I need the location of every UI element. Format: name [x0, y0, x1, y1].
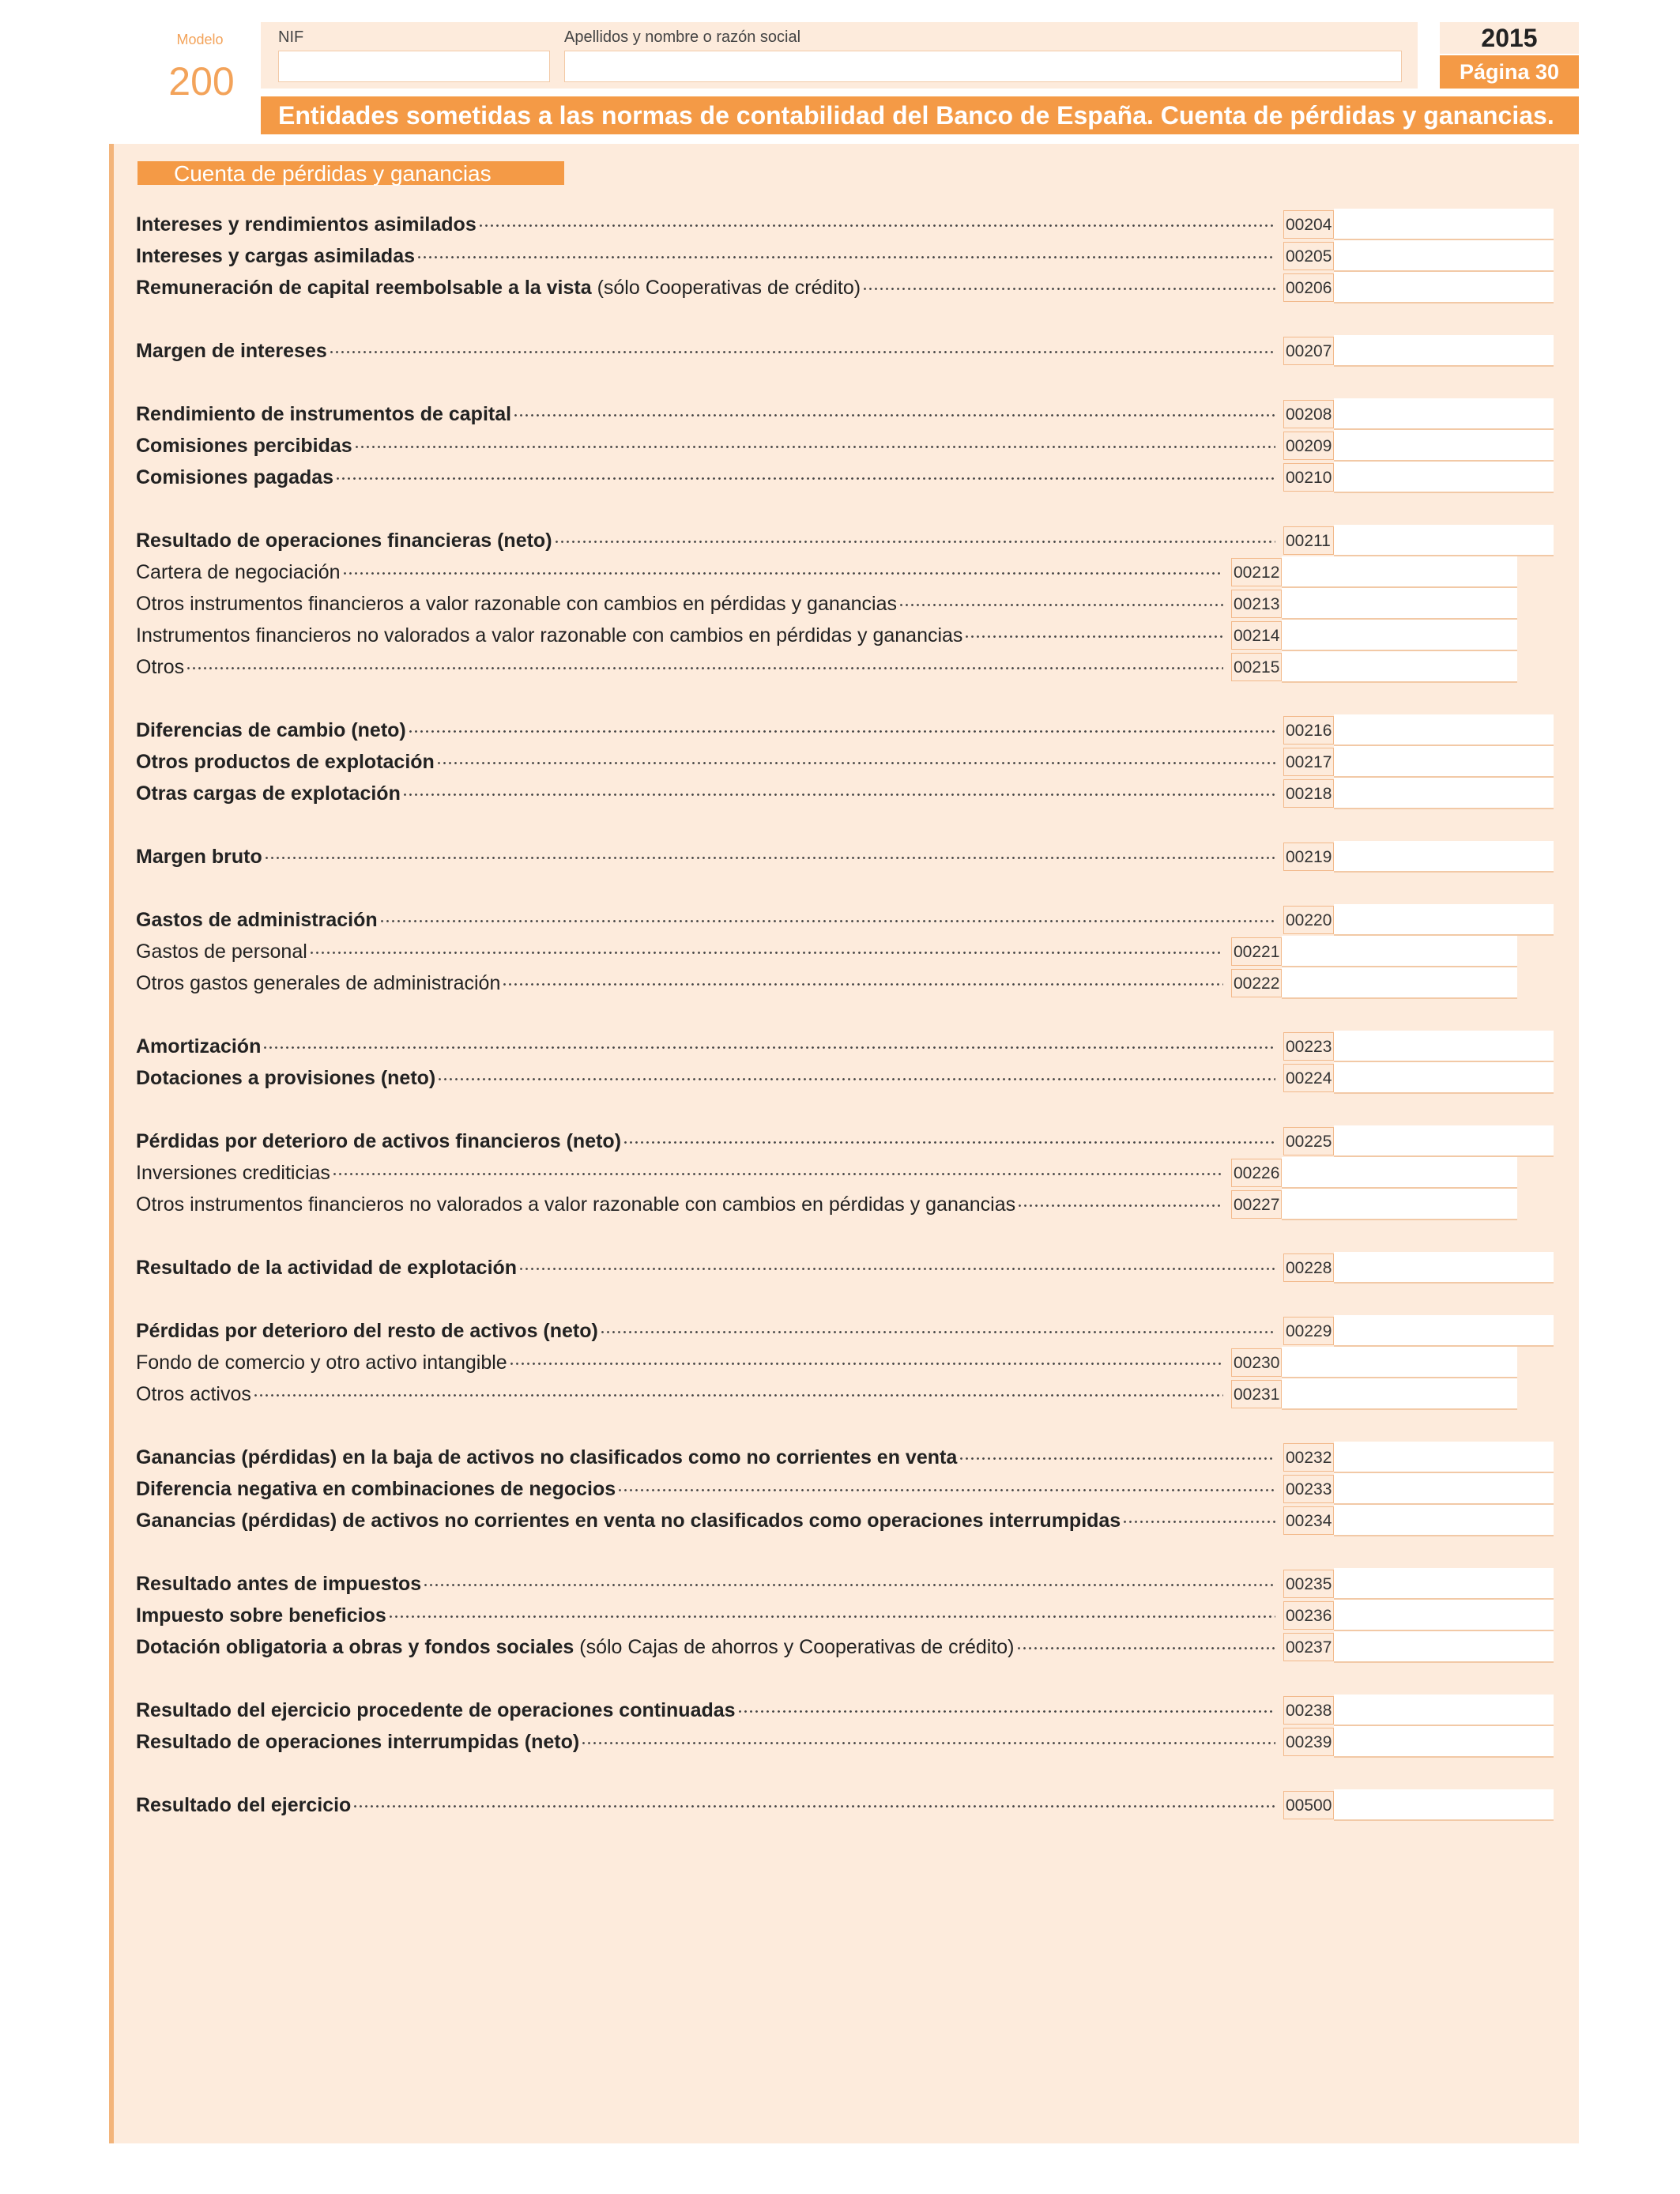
amount-field-00235[interactable]	[1334, 1568, 1554, 1600]
row-label	[136, 1320, 600, 1343]
form-row-00207	[136, 335, 1554, 367]
row-label-bold: Otros productos de explotación	[136, 750, 435, 773]
amount-field-00227[interactable]	[1282, 1189, 1517, 1220]
dot-leader	[581, 1738, 1275, 1747]
dot-leader	[408, 726, 1275, 736]
modelo-label: Modelo	[176, 32, 224, 47]
row-label-bold: Ganancias (pérdidas) en la baja de activos no clasificados como no corrientes en venta	[136, 1446, 958, 1468]
form-row-00218	[136, 778, 1554, 809]
dot-leader	[623, 1137, 1275, 1147]
row-label-normal: Otros instrumentos financieros a valor razonable con cambios en pérdidas y ganancias	[136, 592, 898, 615]
form-row-00211	[136, 525, 1554, 556]
row-label-bold: Intereses y cargas asimiladas	[136, 244, 416, 267]
amount-field-00214[interactable]	[1282, 620, 1517, 651]
form-row-00223	[136, 1031, 1554, 1062]
dot-leader	[737, 1706, 1275, 1716]
nombre-field[interactable]	[564, 51, 1402, 82]
box-code: 00214	[1231, 621, 1282, 650]
row-label	[136, 1794, 352, 1817]
row-label-bold: Margen bruto	[136, 845, 262, 868]
form-row-00204	[136, 209, 1554, 240]
title-bar	[261, 96, 1579, 134]
amount-field-00213[interactable]	[1282, 588, 1517, 620]
form-row-00216	[136, 714, 1554, 746]
row-label-bold: Margen de intereses	[136, 339, 327, 362]
form-row-00224	[136, 1062, 1554, 1094]
box-code: 00212	[1231, 558, 1282, 586]
amount-field-00221[interactable]	[1282, 936, 1517, 967]
form-row-00236	[136, 1600, 1554, 1631]
box-code: 00235	[1283, 1570, 1334, 1598]
amount-field-00205[interactable]	[1334, 240, 1554, 272]
row-label	[136, 403, 513, 426]
row-label-bold: Amortización	[136, 1035, 262, 1057]
form-row-00227	[136, 1189, 1517, 1220]
dot-leader	[379, 916, 1275, 925]
box-code: 00234	[1283, 1506, 1334, 1535]
dot-leader	[617, 1485, 1275, 1495]
row-label-normal: Otros instrumentos financieros no valorados a valor razonable con cambios en pérdidas y ganancias	[136, 1193, 1016, 1216]
box-code: 00215	[1231, 653, 1282, 681]
row-label-bold: Remuneración de capital reembolsable a la vista	[136, 276, 592, 299]
dot-leader	[898, 600, 1223, 609]
form-row-00237	[136, 1631, 1554, 1663]
form-row-00238	[136, 1695, 1554, 1726]
form-row-00206	[136, 272, 1554, 303]
nif-field[interactable]	[278, 51, 550, 82]
box-code: 00230	[1231, 1348, 1282, 1377]
row-label	[136, 1699, 737, 1722]
dot-leader	[1122, 1517, 1275, 1526]
row-label-bold: Resultado del ejercicio	[136, 1793, 352, 1816]
form-row-00222	[136, 967, 1517, 999]
amount-field-00225[interactable]	[1334, 1125, 1554, 1157]
row-label-bold: Resultado del ejercicio procedente de operaciones continuadas	[136, 1698, 736, 1721]
row-label	[136, 1162, 332, 1185]
row-label	[136, 1383, 253, 1406]
form-row-00235	[136, 1568, 1554, 1600]
nombre-label: Apellidos y nombre o razón social	[564, 28, 801, 46]
amount-field-00226[interactable]	[1282, 1157, 1517, 1189]
row-label-bold: Resultado de operaciones interrumpidas (neto)	[136, 1730, 580, 1753]
box-code: 00224	[1283, 1064, 1334, 1092]
row-label-bold: Pérdidas por deterioro del resto de activos (neto)	[136, 1319, 598, 1342]
dot-leader	[513, 410, 1275, 420]
dot-leader	[262, 1042, 1275, 1052]
amount-field-00231[interactable]	[1282, 1378, 1517, 1410]
row-label	[136, 1446, 959, 1469]
year-label: 2015	[1440, 22, 1579, 54]
amount-field-00217[interactable]	[1334, 746, 1554, 778]
dot-leader	[423, 1580, 1275, 1589]
form-row-00225	[136, 1125, 1554, 1157]
form-row-00208	[136, 398, 1554, 430]
form-row-00239	[136, 1726, 1554, 1758]
row-label-bold: Resultado antes de impuestos	[136, 1572, 422, 1595]
box-code: 00217	[1283, 748, 1334, 776]
dot-leader	[388, 1612, 1275, 1621]
box-code: 00238	[1283, 1696, 1334, 1725]
box-code: 00219	[1283, 843, 1334, 871]
form-row-00221	[136, 936, 1517, 967]
amount-field-00228[interactable]	[1334, 1252, 1554, 1284]
row-label	[136, 277, 862, 300]
row-label	[136, 435, 354, 458]
box-code: 00223	[1283, 1032, 1334, 1061]
row-label-bold: Gastos de administración	[136, 908, 378, 931]
dot-leader	[1016, 1643, 1275, 1653]
amount-field-00210[interactable]	[1334, 462, 1554, 493]
box-code: 00207	[1283, 337, 1334, 365]
amount-field-00212[interactable]	[1282, 556, 1517, 588]
form-row-00217	[136, 746, 1554, 778]
row-label	[136, 1604, 388, 1627]
form-row-00205	[136, 240, 1554, 272]
row-label-bold: Dotación obligatoria a obras y fondos sociales	[136, 1635, 574, 1658]
amount-field-00220[interactable]	[1334, 904, 1554, 936]
row-label-bold: Otras cargas de explotación	[136, 782, 401, 805]
row-label	[136, 1636, 1016, 1659]
row-label-normal: Cartera de negociación	[136, 560, 341, 583]
box-code: 00236	[1283, 1601, 1334, 1630]
row-label	[136, 466, 335, 489]
row-label	[136, 1351, 509, 1374]
box-code: 00237	[1283, 1633, 1334, 1661]
dot-leader	[416, 252, 1275, 262]
amount-field-00237[interactable]	[1334, 1631, 1554, 1663]
row-label-bold: Impuesto sobre beneficios	[136, 1604, 386, 1627]
box-code: 00225	[1283, 1127, 1334, 1155]
box-code: 00204	[1283, 210, 1334, 239]
dot-leader	[354, 442, 1275, 451]
row-label-bold: Ganancias (pérdidas) de activos no corrientes en venta no clasificados como operaciones interrumpidas	[136, 1509, 1121, 1532]
row-label	[136, 782, 402, 805]
row-label-normal: (sólo Cooperativas de crédito)	[591, 276, 861, 299]
amount-field-00215[interactable]	[1282, 651, 1517, 683]
row-label	[136, 1573, 423, 1596]
row-label-normal: Otros gastos generales de administración	[136, 971, 501, 994]
row-label-bold: Diferencias de cambio (neto)	[136, 718, 406, 741]
dot-leader	[1017, 1201, 1223, 1210]
dot-leader	[437, 1074, 1275, 1084]
form-row-00209	[136, 430, 1554, 462]
box-code: 00206	[1283, 273, 1334, 302]
dot-leader	[959, 1453, 1275, 1463]
row-label	[136, 751, 436, 774]
row-label	[136, 1257, 518, 1280]
dot-leader	[502, 979, 1223, 989]
modelo-number: 200	[168, 59, 235, 104]
row-label-bold: Dotaciones a provisiones (neto)	[136, 1066, 436, 1089]
form-row-00231	[136, 1378, 1517, 1410]
form-row-00219	[136, 841, 1554, 873]
page-title: Entidades sometidas a las normas de contabilidad del Banco de España. Cuenta de pérdidas y ganancias.	[278, 101, 1554, 130]
row-label	[136, 972, 502, 995]
dot-leader	[964, 631, 1223, 641]
page-number: Página 30	[1440, 55, 1579, 89]
row-label	[136, 1510, 1122, 1532]
box-code: 00216	[1283, 716, 1334, 745]
row-label	[136, 941, 309, 963]
form-row-00228	[136, 1252, 1554, 1284]
amount-field-00209[interactable]	[1334, 430, 1554, 462]
box-code: 00208	[1283, 400, 1334, 428]
row-label	[136, 1130, 623, 1153]
row-label	[136, 624, 964, 647]
amount-field-00230[interactable]	[1282, 1347, 1517, 1378]
dot-leader	[342, 568, 1224, 578]
form-row-00229	[136, 1315, 1554, 1347]
dot-leader	[509, 1359, 1223, 1368]
row-label	[136, 1478, 617, 1501]
box-code: 00500	[1283, 1791, 1334, 1819]
box-code: 00220	[1283, 906, 1334, 934]
form-row-00220	[136, 904, 1554, 936]
box-code: 00213	[1231, 590, 1282, 618]
dot-leader	[335, 473, 1275, 483]
dot-leader	[329, 347, 1275, 356]
row-label-bold: Comisiones percibidas	[136, 434, 352, 457]
row-label-normal: Otros activos	[136, 1382, 251, 1405]
amount-field-00500[interactable]	[1334, 1789, 1554, 1821]
amount-field-00222[interactable]	[1282, 967, 1517, 999]
row-label	[136, 1193, 1017, 1216]
dot-leader	[436, 758, 1275, 767]
section-title: Cuenta de pérdidas y ganancias	[174, 161, 492, 186]
dot-leader	[862, 284, 1275, 293]
dot-leader	[332, 1169, 1223, 1178]
dot-leader	[186, 663, 1223, 673]
row-label-bold: Pérdidas por deterioro de activos financieros (neto)	[136, 1129, 622, 1152]
box-code: 00210	[1283, 463, 1334, 492]
box-code: 00218	[1283, 779, 1334, 808]
dot-leader	[518, 1264, 1275, 1273]
form-row-00232	[136, 1442, 1554, 1473]
row-label-normal: Inversiones crediticias	[136, 1161, 330, 1184]
row-label	[136, 530, 554, 552]
row-label	[136, 561, 342, 584]
amount-field-00219[interactable]	[1334, 841, 1554, 873]
dot-leader	[402, 790, 1275, 799]
row-label-normal: Instrumentos financieros no valorados a valor razonable con cambios en pérdidas y ganancias	[136, 624, 963, 647]
amount-field-00204[interactable]	[1334, 209, 1554, 240]
amount-field-00206[interactable]	[1334, 272, 1554, 303]
nif-label: NIF	[278, 28, 304, 46]
taxpayer-id-panel	[261, 22, 1418, 89]
box-code: 00239	[1283, 1728, 1334, 1756]
form-row-00215	[136, 651, 1517, 683]
form-row-00212	[136, 556, 1517, 588]
row-label-normal: Otros	[136, 655, 185, 678]
box-code: 00205	[1283, 242, 1334, 270]
row-label	[136, 846, 264, 869]
box-code: 00209	[1283, 432, 1334, 460]
form-row-00230	[136, 1347, 1517, 1378]
dot-leader	[554, 537, 1275, 546]
box-code: 00231	[1231, 1380, 1282, 1408]
amount-field-00239[interactable]	[1334, 1726, 1554, 1758]
amount-field-00216[interactable]	[1334, 714, 1554, 746]
box-code: 00222	[1231, 969, 1282, 997]
dot-leader	[309, 948, 1223, 957]
row-label-bold: Rendimiento de instrumentos de capital	[136, 402, 512, 425]
amount-field-00207[interactable]	[1334, 335, 1554, 367]
row-label	[136, 1035, 262, 1058]
dot-leader	[600, 1327, 1275, 1336]
row-label	[136, 593, 898, 616]
row-label	[136, 909, 379, 932]
box-code: 00229	[1283, 1317, 1334, 1345]
box-code: 00226	[1231, 1159, 1282, 1187]
amount-field-00238[interactable]	[1334, 1695, 1554, 1726]
box-code: 00233	[1283, 1475, 1334, 1503]
box-code: 00221	[1231, 937, 1282, 966]
box-code: 00227	[1231, 1190, 1282, 1219]
form-row-00213	[136, 588, 1517, 620]
row-label-bold: Resultado de la actividad de explotación	[136, 1256, 518, 1279]
row-label-bold: Intereses y rendimientos asimilados	[136, 213, 477, 236]
form-row-00233	[136, 1473, 1554, 1505]
row-label-bold: Resultado de operaciones financieras (neto)	[136, 529, 552, 552]
row-label-normal: Gastos de personal	[136, 940, 307, 963]
amount-field-00229[interactable]	[1334, 1315, 1554, 1347]
box-code: 00211	[1283, 526, 1334, 555]
section-header	[137, 161, 564, 185]
amount-field-00233[interactable]	[1334, 1473, 1554, 1505]
row-label	[136, 245, 416, 268]
row-label-normal: (sólo Cajas de ahorros y Cooperativas de crédito)	[574, 1635, 1015, 1658]
row-label-bold: Diferencia negativa en combinaciones de negocios	[136, 1477, 616, 1500]
amount-field-00223[interactable]	[1334, 1031, 1554, 1062]
form-row-00234	[136, 1505, 1554, 1536]
dot-leader	[478, 221, 1275, 230]
dot-leader	[253, 1390, 1223, 1400]
row-label-normal: Fondo de comercio y otro activo intangible	[136, 1351, 507, 1374]
form-row-00210	[136, 462, 1554, 493]
amount-field-00208[interactable]	[1334, 398, 1554, 430]
box-code: 00232	[1283, 1443, 1334, 1472]
amount-field-00236[interactable]	[1334, 1600, 1554, 1631]
amount-field-00218[interactable]	[1334, 778, 1554, 809]
row-label	[136, 1067, 437, 1090]
row-label-bold: Comisiones pagadas	[136, 466, 334, 488]
row-label	[136, 1731, 581, 1754]
form-row-00500	[136, 1789, 1554, 1821]
row-label	[136, 213, 478, 236]
form-row-00214	[136, 620, 1517, 651]
amount-field-00224[interactable]	[1334, 1062, 1554, 1094]
amount-field-00234[interactable]	[1334, 1505, 1554, 1536]
row-label	[136, 656, 186, 679]
box-code: 00228	[1283, 1253, 1334, 1282]
form-row-00226	[136, 1157, 1517, 1189]
dot-leader	[264, 853, 1275, 862]
row-label	[136, 340, 329, 363]
row-label	[136, 719, 408, 742]
amount-field-00232[interactable]	[1334, 1442, 1554, 1473]
dot-leader	[352, 1801, 1275, 1811]
amount-field-00211[interactable]	[1334, 525, 1554, 556]
